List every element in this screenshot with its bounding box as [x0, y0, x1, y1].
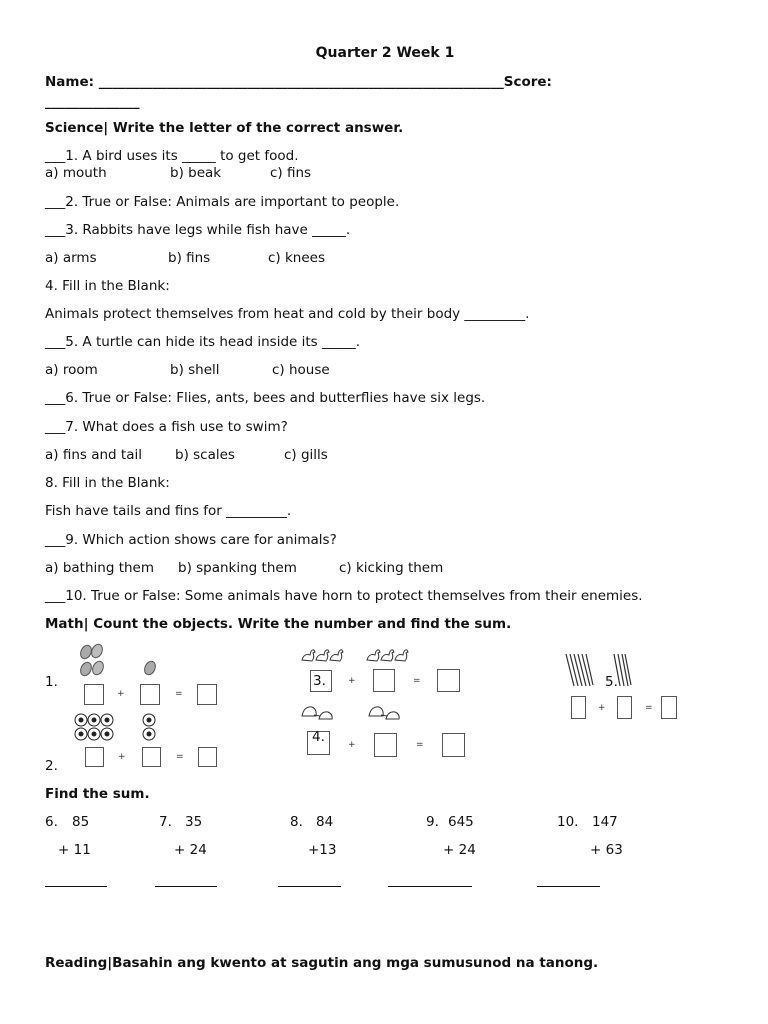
score-line: ______________	[45, 94, 140, 110]
q5-option-c: c) house	[272, 362, 330, 378]
count-label-2: 2.	[45, 758, 58, 774]
count-label-4: 4.	[312, 729, 325, 745]
pencil-icon	[564, 652, 594, 688]
sum-bottom: + 24	[443, 842, 476, 858]
q3-option-a: a) arms	[45, 250, 97, 266]
sum-answer-line[interactable]	[537, 886, 600, 887]
question-2: ___2. True or False: Animals are important to people.	[45, 194, 400, 210]
cap-icon	[300, 704, 336, 722]
sum-number: 7.	[159, 814, 172, 830]
count-label-1: 1.	[45, 674, 58, 690]
plus-sign: +	[117, 689, 125, 699]
q9-option-c: c) kicking them	[339, 560, 444, 576]
sum-bottom: + 63	[590, 842, 623, 858]
question-6: ___6. True or False: Flies, ants, bees and butterflies have six legs.	[45, 390, 486, 406]
plus-sign: +	[348, 740, 356, 750]
q1-option-b: b) beak	[170, 165, 222, 181]
sum-bottom: +13	[308, 842, 337, 858]
science-heading: Science| Write the letter of the correct answer.	[45, 120, 404, 136]
sum-number: 10.	[557, 814, 579, 830]
answer-box[interactable]	[140, 684, 160, 705]
sum-answer-line[interactable]	[155, 886, 217, 887]
sum-number: 9.	[426, 814, 439, 830]
answer-box[interactable]	[85, 747, 104, 767]
reading-heading: Reading|Basahin ang kwento at sagutin ang mga sumusunod na tanong.	[45, 955, 599, 971]
question-10: ___10. True or False: Some animals have horn to protect themselves from their enemies.	[45, 588, 643, 604]
question-4: 4. Fill in the Blank:	[45, 278, 170, 294]
sum-bottom: + 24	[174, 842, 207, 858]
answer-box[interactable]	[571, 696, 586, 719]
answer-box[interactable]	[142, 747, 161, 767]
equals-sign: =	[413, 676, 421, 686]
sum-number: 6.	[45, 814, 58, 830]
egg-icon	[78, 644, 108, 678]
question-4-text: Animals protect themselves from heat and cold by their body _________.	[45, 306, 530, 322]
count-label-3: 3.	[313, 673, 326, 689]
sum-bottom: + 11	[58, 842, 91, 858]
equals-sign: =	[175, 689, 183, 699]
sum-top: 85	[72, 814, 90, 830]
sum-top: 147	[592, 814, 618, 830]
q9-option-b: b) spanking them	[178, 560, 297, 576]
answer-box[interactable]	[442, 733, 465, 757]
plus-sign: +	[348, 676, 356, 686]
math-heading: Math| Count the objects. Write the number and find the sum.	[45, 616, 512, 632]
sum-top: 645	[448, 814, 474, 830]
q1-option-a: a) mouth	[45, 165, 107, 181]
sum-top: 35	[185, 814, 203, 830]
egg-icon	[142, 659, 158, 677]
sum-answer-line[interactable]	[388, 886, 472, 887]
question-1: ___1. A bird uses its _____ to get food.	[45, 148, 299, 164]
q7-option-b: b) scales	[175, 447, 235, 463]
plus-sign: +	[118, 752, 126, 762]
answer-box[interactable]	[84, 684, 104, 705]
answer-box[interactable]	[197, 684, 217, 705]
count-label-5: 5.	[605, 674, 618, 690]
question-5: ___5. A turtle can hide its head inside its _____.	[45, 334, 361, 350]
q7-option-a: a) fins and tail	[45, 447, 142, 463]
soccer-ball-icon	[74, 713, 116, 741]
q5-option-a: a) room	[45, 362, 98, 378]
duck-icon	[365, 646, 411, 666]
equals-sign: =	[416, 740, 424, 750]
q1-option-c: c) fins	[270, 165, 312, 181]
answer-box[interactable]	[373, 669, 395, 692]
soccer-ball-icon	[142, 713, 156, 741]
answer-box[interactable]	[617, 696, 632, 719]
plus-sign: +	[598, 703, 606, 713]
answer-box[interactable]	[374, 733, 397, 757]
answer-box[interactable]	[437, 669, 460, 692]
question-8: 8. Fill in the Blank:	[45, 475, 170, 491]
q3-option-b: b) fins	[168, 250, 211, 266]
question-3: ___3. Rabbits have legs while fish have _____.	[45, 222, 351, 238]
question-8-text: Fish have tails and fins for _________.	[45, 503, 292, 519]
equals-sign: =	[176, 752, 184, 762]
answer-box[interactable]	[661, 696, 677, 719]
sum-number: 8.	[290, 814, 303, 830]
question-9: ___9. Which action shows care for animals?	[45, 532, 337, 548]
answer-box[interactable]	[198, 747, 217, 767]
sum-top: 84	[316, 814, 334, 830]
question-7: ___7. What does a fish use to swim?	[45, 419, 288, 435]
q7-option-c: c) gills	[284, 447, 328, 463]
equals-sign: =	[645, 703, 653, 713]
q9-option-a: a) bathing them	[45, 560, 154, 576]
name-line: Name: ____________________________________________________________Score:	[45, 74, 552, 90]
page-title: Quarter 2 Week 1	[315, 45, 455, 61]
cap-icon	[367, 704, 403, 722]
sum-answer-line[interactable]	[278, 886, 341, 887]
find-sum-heading: Find the sum.	[45, 786, 150, 802]
sum-answer-line[interactable]	[45, 886, 107, 887]
q3-option-c: c) knees	[268, 250, 325, 266]
q5-option-b: b) shell	[170, 362, 220, 378]
duck-icon	[300, 646, 346, 666]
